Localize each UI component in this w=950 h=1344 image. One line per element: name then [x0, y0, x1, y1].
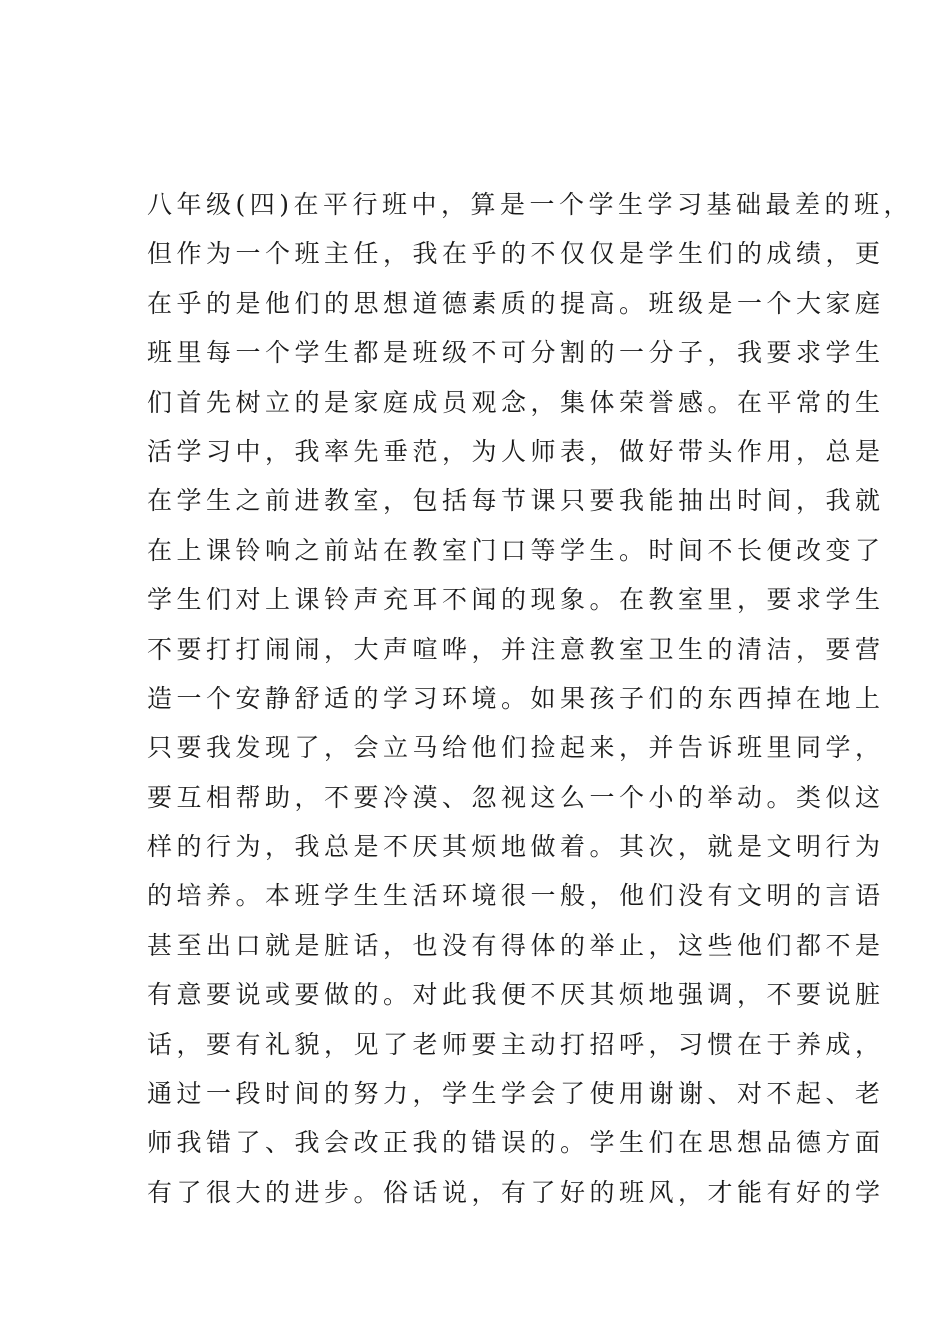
text-line: 只要我发现了，会立马给他们捡起来，并告诉班里同学， — [147, 733, 885, 763]
text-line: 八年级(四)在平行班中，算是一个学生学习基础最差的班， — [147, 190, 914, 219]
text-line: 在上课铃响之前站在教室门口等学生。时间不长便改变了 — [147, 535, 885, 565]
text-line: 班里每一个学生都是班级不可分割的一分子，我要求学生 — [147, 338, 885, 368]
text-line: 学生们对上课铃声充耳不闻的现象。在教室里，要求学生 — [147, 585, 885, 615]
body-paragraph — [147, 180, 914, 1217]
text-line: 们首先树立的是家庭成员观念，集体荣誉感。在平常的生 — [147, 387, 885, 417]
text-line: 造一个安静舒适的学习环境。如果孩子们的东西掉在地上 — [147, 683, 885, 713]
text-line: 甚至出口就是脏话，也没有得体的举止，这些他们都不是 — [147, 930, 885, 960]
text-line: 活学习中，我率先垂范，为人师表，做好带头作用，总是 — [147, 436, 885, 466]
text-line: 不要打打闹闹，大声喧哗，并注意教室卫生的清洁，要营 — [147, 634, 885, 664]
text-line: 要互相帮助，不要冷漠、忽视这么一个小的举动。类似这 — [147, 782, 885, 812]
text-line: 在乎的是他们的思想道德素质的提高。班级是一个大家庭 — [147, 288, 885, 318]
text-line: 话，要有礼貌，见了老师要主动打招呼，习惯在于养成， — [147, 1029, 885, 1059]
text-line: 在学生之前进教室，包括每节课只要我能抽出时间，我就 — [147, 486, 885, 516]
text-line: 通过一段时间的努力，学生学会了使用谢谢、对不起、老 — [147, 1079, 885, 1109]
text-line: 师我错了、我会改正我的错误的。学生们在思想品德方面 — [147, 1128, 885, 1158]
text-line: 样的行为，我总是不厌其烦地做着。其次，就是文明行为 — [147, 832, 885, 862]
text-line: 有意要说或要做的。对此我便不厌其烦地强调，不要说脏 — [147, 980, 885, 1010]
text-line: 但作为一个班主任，我在乎的不仅仅是学生们的成绩，更 — [147, 239, 885, 269]
text-line: 有了很大的进步。俗话说，有了好的班风，才能有好的学 — [147, 1177, 885, 1207]
text-line: 的培养。本班学生生活环境很一般，他们没有文明的言语 — [147, 881, 885, 911]
